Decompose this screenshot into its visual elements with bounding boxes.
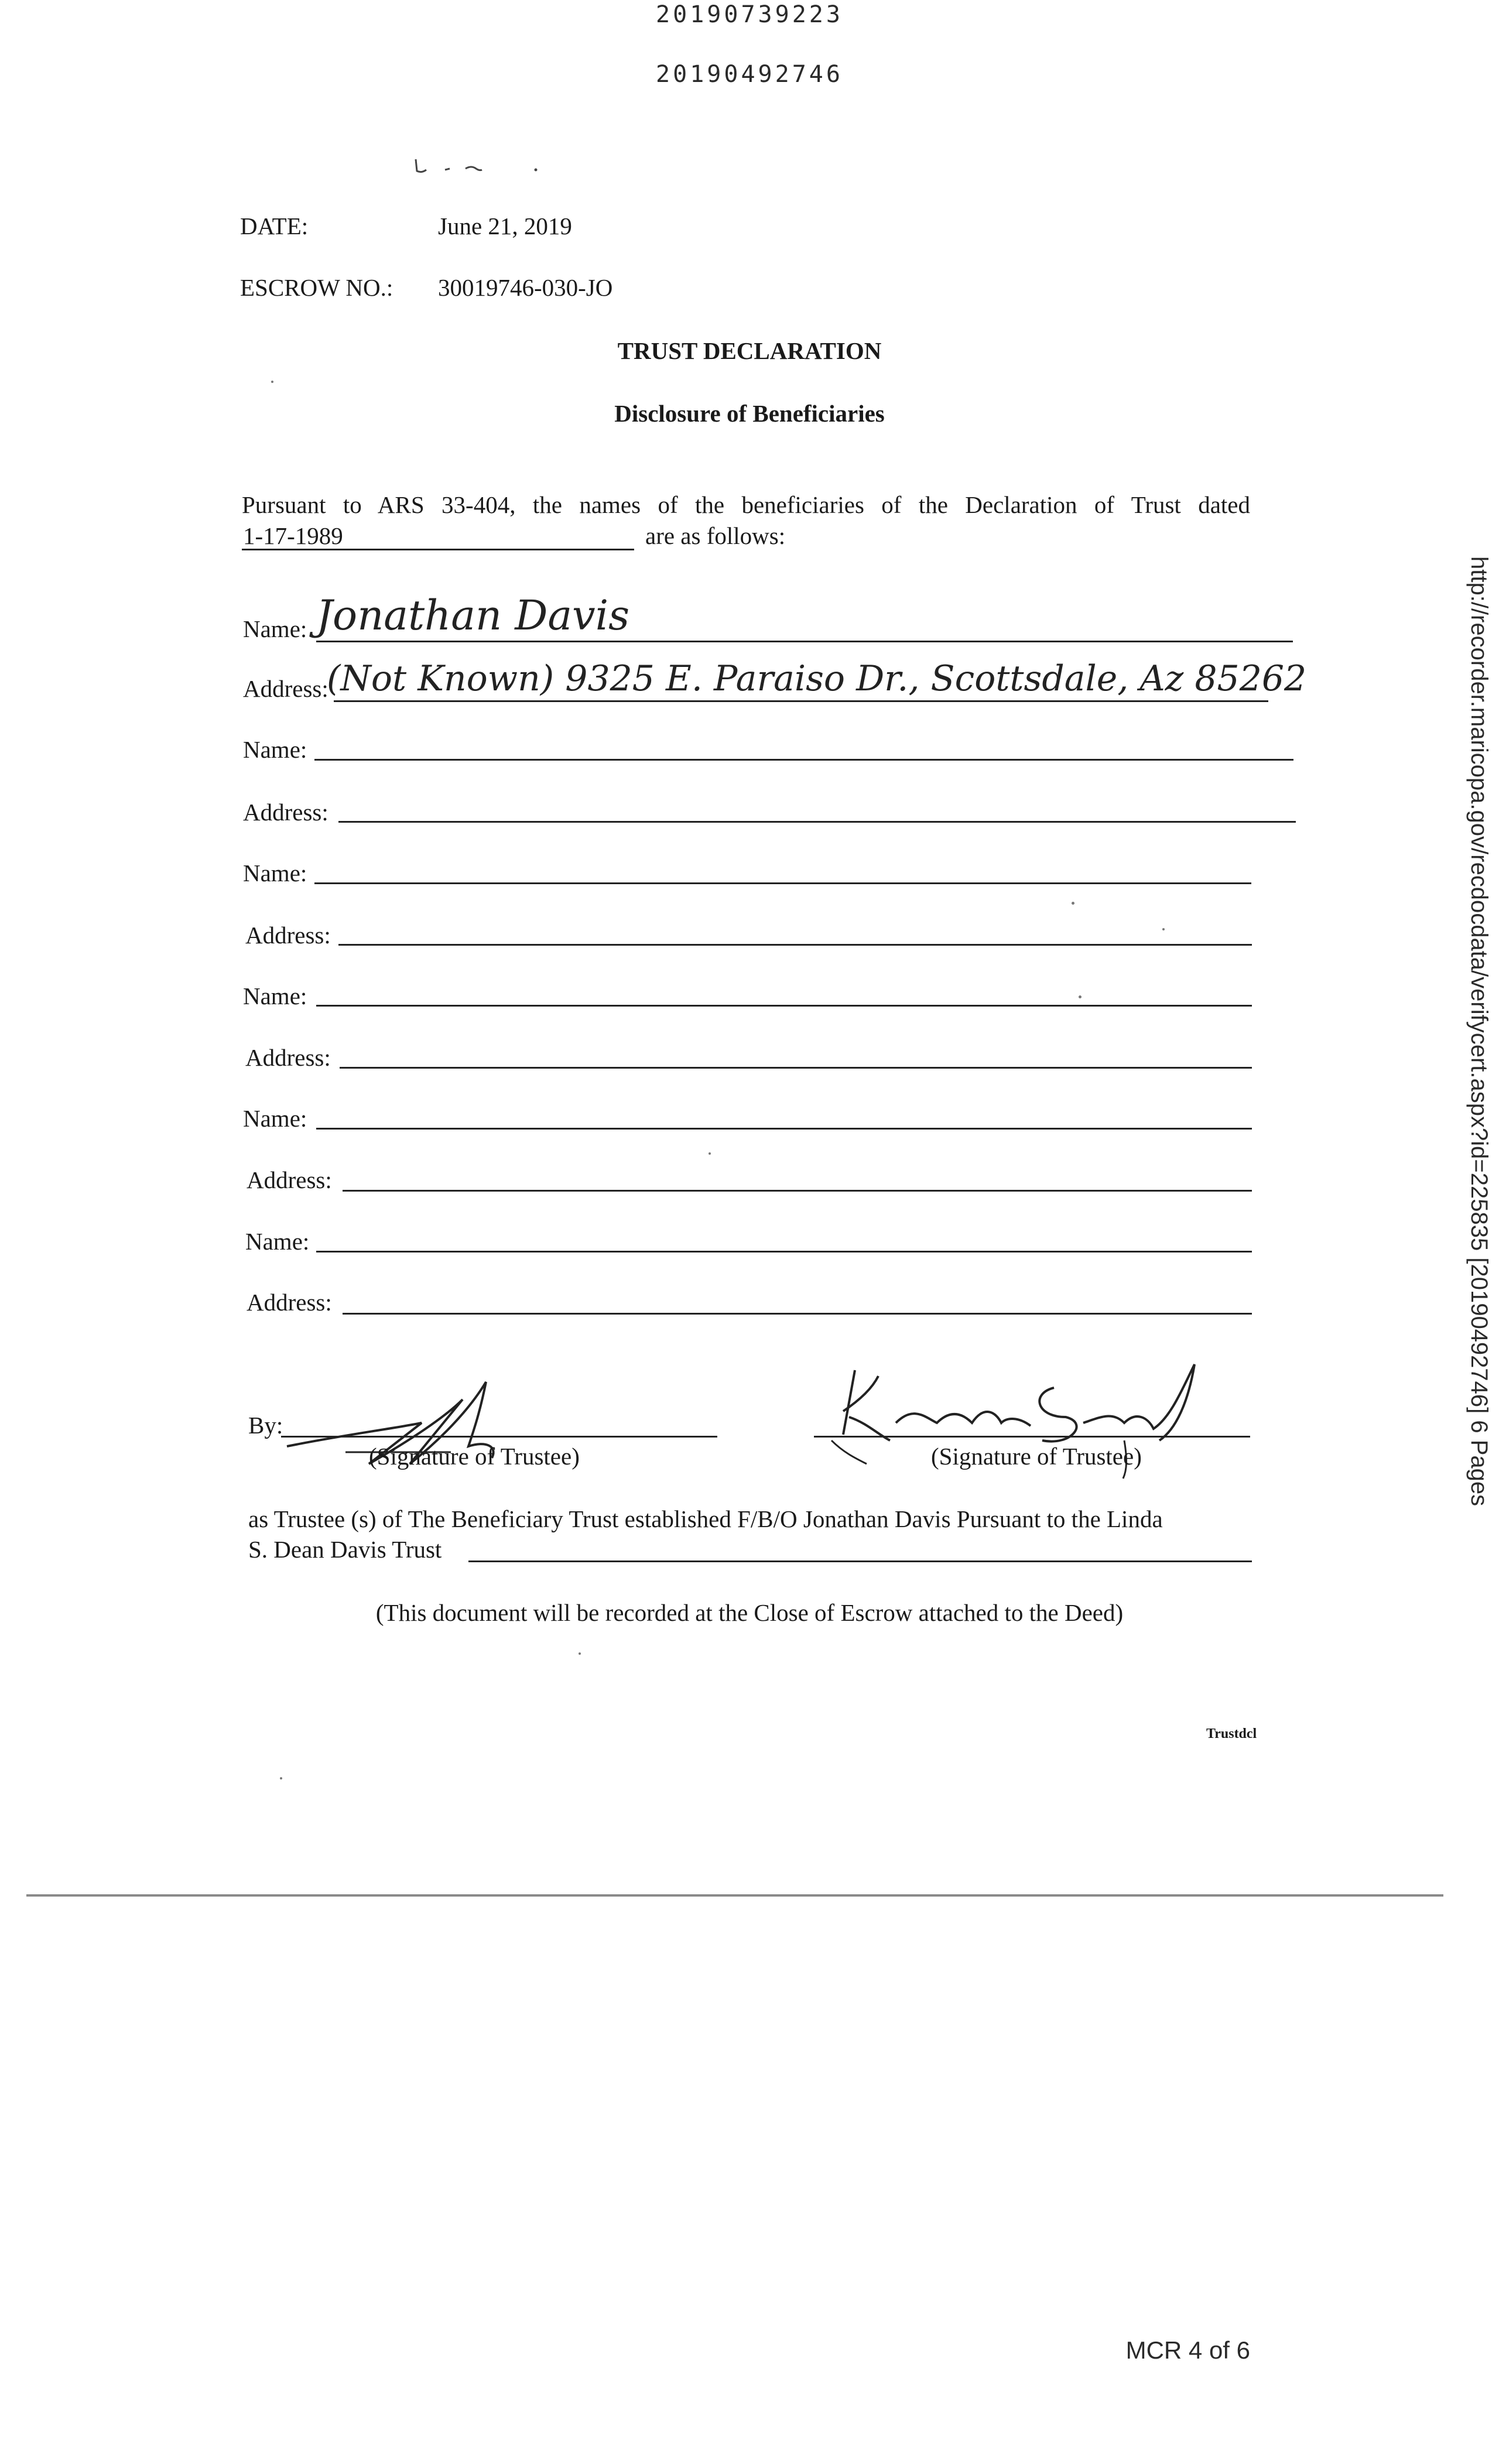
- beneficiary-6-name-line: [316, 1251, 1252, 1252]
- beneficiary-2-name-line: [314, 759, 1293, 761]
- trust-date: 1-17-1989: [243, 522, 343, 549]
- scan-speck: [280, 1777, 282, 1779]
- beneficiary-3-name-label: Name:: [243, 860, 307, 887]
- beneficiary-3-name-line: [314, 882, 1251, 884]
- form-code: Trustdcl: [1206, 1726, 1257, 1741]
- beneficiary-3-address-label: Address:: [245, 922, 331, 949]
- beneficiary-2-address-label: Address:: [243, 799, 328, 826]
- trustee-paragraph-line-1: as Trustee (s) of The Beneficiary Trust established F/B/O Jonathan Davis Pursuant to the Linda: [248, 1505, 1163, 1532]
- beneficiary-5-address-line: [343, 1190, 1252, 1192]
- beneficiary-6-address-line: [343, 1313, 1252, 1315]
- beneficiary-1-address-label: Address:: [243, 675, 328, 702]
- beneficiary-2-address-line: [338, 821, 1296, 823]
- scan-speck: [1072, 902, 1074, 905]
- beneficiary-1-address-line: [334, 700, 1268, 702]
- beneficiary-3-address-line: [338, 944, 1252, 946]
- trustee-paragraph-line-2: S. Dean Davis Trust: [248, 1536, 442, 1563]
- beneficiary-1-name-handwritten: Jonathan Davis: [316, 591, 630, 639]
- escrow-value: 30019746-030-JO: [438, 274, 613, 301]
- verification-url: http://recorder.maricopa.gov/recdocdata/verifycert.aspx?id=225835 [20190492746] 6 Pages: [1466, 556, 1492, 1507]
- recording-note: (This document will be recorded at the Close of Escrow attached to the Deed): [375, 1599, 1124, 1626]
- beneficiary-6-name-label: Name:: [245, 1228, 310, 1255]
- trustee-1-caption: (Signature of Trustee): [369, 1443, 580, 1470]
- beneficiary-4-address-label: Address:: [245, 1044, 331, 1071]
- recording-number-second: 20190492746: [656, 61, 843, 88]
- trust-date-line: [242, 549, 634, 550]
- trustee-paragraph-line: [468, 1560, 1252, 1562]
- escrow-label: ESCROW NO.:: [240, 274, 393, 301]
- by-label: By:: [248, 1412, 283, 1439]
- scan-speck: [709, 1152, 711, 1155]
- beneficiary-2-name-label: Name:: [243, 736, 307, 763]
- date-value: June 21, 2019: [438, 213, 572, 239]
- beneficiary-4-address-line: [340, 1067, 1252, 1069]
- beneficiary-5-name-line: [316, 1128, 1252, 1130]
- beneficiary-5-address-label: Address:: [247, 1166, 332, 1193]
- date-label: DATE:: [240, 213, 309, 239]
- beneficiary-1-name-label: Name:: [243, 615, 307, 642]
- beneficiary-5-name-label: Name:: [243, 1105, 307, 1132]
- scan-speck: [1079, 995, 1082, 998]
- handwritten-mark: [410, 153, 550, 183]
- recording-number-top: 20190739223: [656, 1, 843, 28]
- scan-edge-line: [26, 1894, 1443, 1897]
- beneficiary-6-address-label: Address:: [247, 1289, 332, 1316]
- scan-speck: [1162, 928, 1165, 930]
- document-title: TRUST DECLARATION: [617, 337, 882, 364]
- beneficiary-1-name-line: [316, 641, 1293, 642]
- document-subtitle: Disclosure of Beneficiaries: [614, 400, 885, 427]
- trustee-2-caption: (Signature of Trustee): [931, 1443, 1142, 1470]
- intro-line-2: are as follows:: [645, 522, 786, 549]
- scan-speck: [579, 1652, 581, 1655]
- page-number: MCR 4 of 6: [1125, 2336, 1250, 2364]
- beneficiary-4-name-label: Name:: [243, 983, 307, 1009]
- intro-line-1: Pursuant to ARS 33-404, the names of the beneficiaries of the Declaration of Trust dated: [242, 491, 1250, 518]
- beneficiary-1-address-handwritten: (Not Known) 9325 E. Paraiso Dr., Scottsdale, Az 85262: [327, 658, 1307, 699]
- beneficiary-4-name-line: [316, 1005, 1252, 1007]
- scan-speck: [271, 381, 273, 383]
